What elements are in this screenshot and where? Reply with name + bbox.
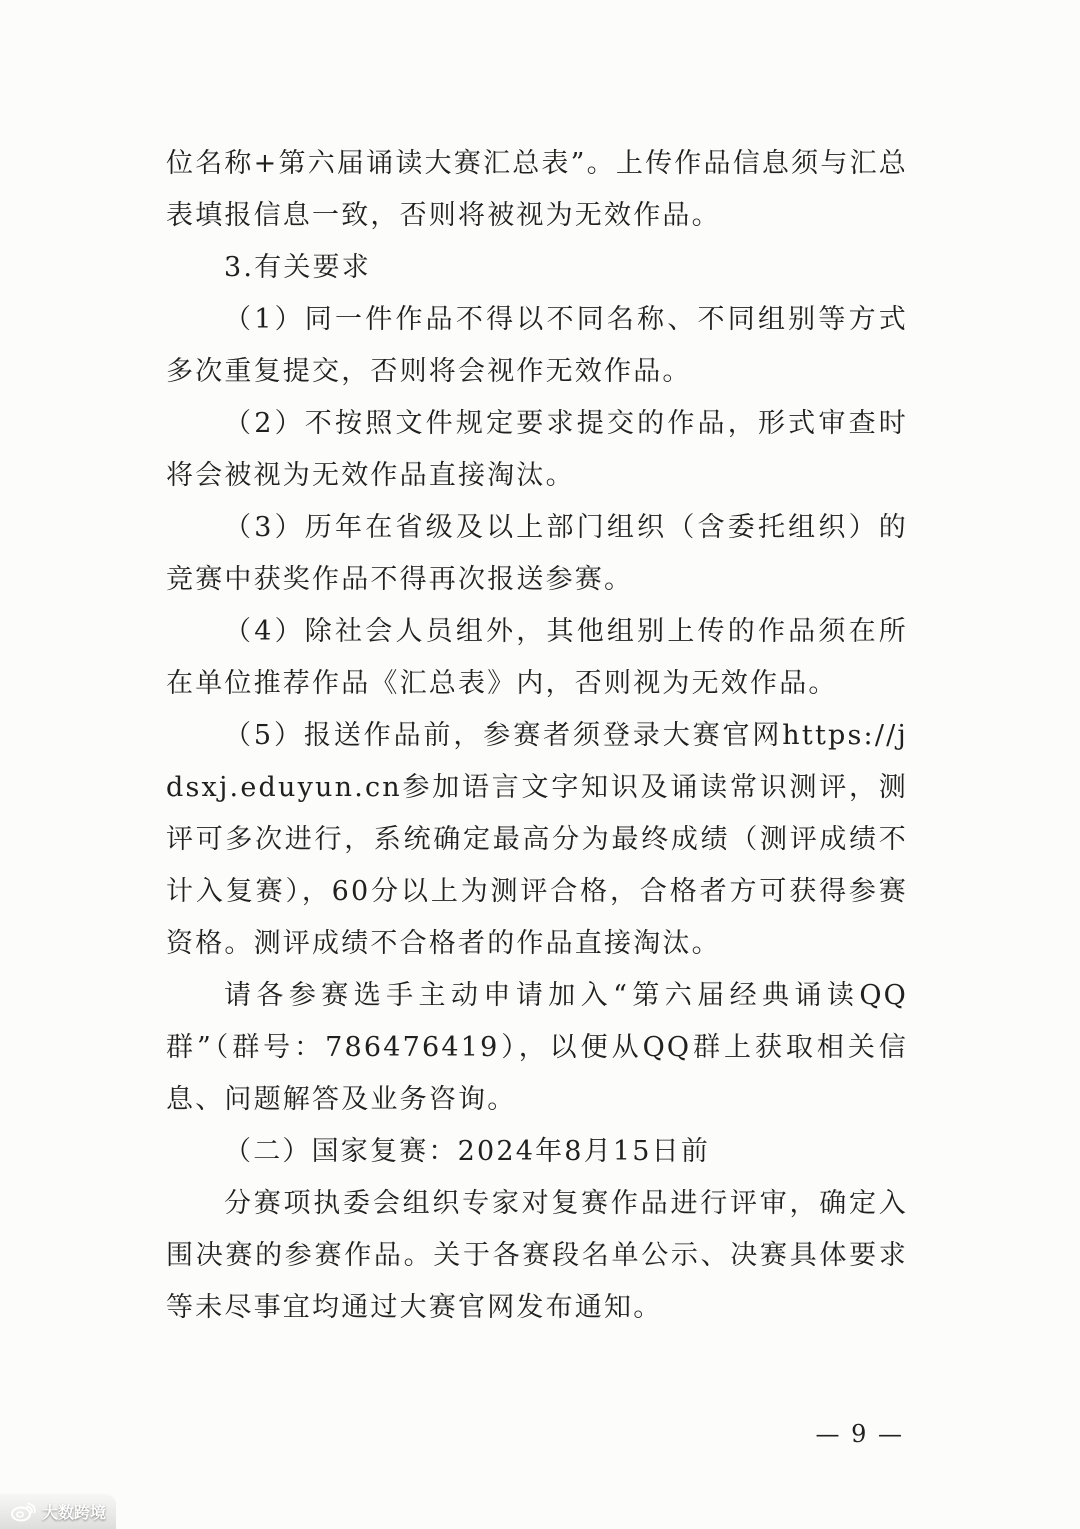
section-heading-requirements: 3.有关要求 [224,252,371,283]
paragraph-1: 位名称+第六届诵读大赛汇总表”。上传作品信息须与汇总表填报信息一致，否则将被视为无效作品。 [166,148,908,231]
watermark-text: 大数跨境 [42,1503,107,1522]
paragraph-review-process: 分赛项执委会组织专家对复赛作品进行评审，确定入围决赛的参赛作品。关于各赛段名单公示、决赛具体要求等未尽事宜均通过大赛官网发布通知。 [166,1188,908,1323]
paragraph-requirement-1: （1）同一件作品不得以不同名称、不同组别等方式多次重复提交，否则将会视作无效作品。 [166,304,908,387]
watermark [0,1494,116,1529]
paragraph-requirement-4: （4）除社会人员组外，其他组别上传的作品须在所在单位推荐作品《汇总表》内，否则视为无效作品。 [166,616,908,699]
document-body [166,138,908,1334]
paragraph-requirement-3: （3）历年在省级及以上部门组织（含委托组织）的竞赛中获奖作品不得再次报送参赛。 [166,512,908,595]
paragraph-requirement-5: （5）报送作品前，参赛者须登录大赛官网https://jdsxj.eduyun.cn参加语言文字知识及诵读常识测评，测评可多次进行，系统确定最高分为最终成绩（测评成绩不计入复赛），60分以上为测评合格，合格者方可获得参赛资格。测评成绩不合格者的作品直接淘汰。 [166,720,908,959]
paragraph-qq-group: 请各参赛选手主动申请加入“第六届经典诵读QQ群”（群号：786476419），以便从QQ群上获取相关信息、问题解答及业务咨询。 [166,980,908,1115]
paragraph-requirement-2: （2）不按照文件规定要求提交的作品，形式审查时将会被视为无效作品直接淘汰。 [166,408,908,491]
page-number: — 9 — [815,1420,904,1448]
section-heading-national-semifinal: （二）国家复赛：2024年8月15日前 [224,1136,711,1167]
weibo-icon [10,1502,36,1522]
